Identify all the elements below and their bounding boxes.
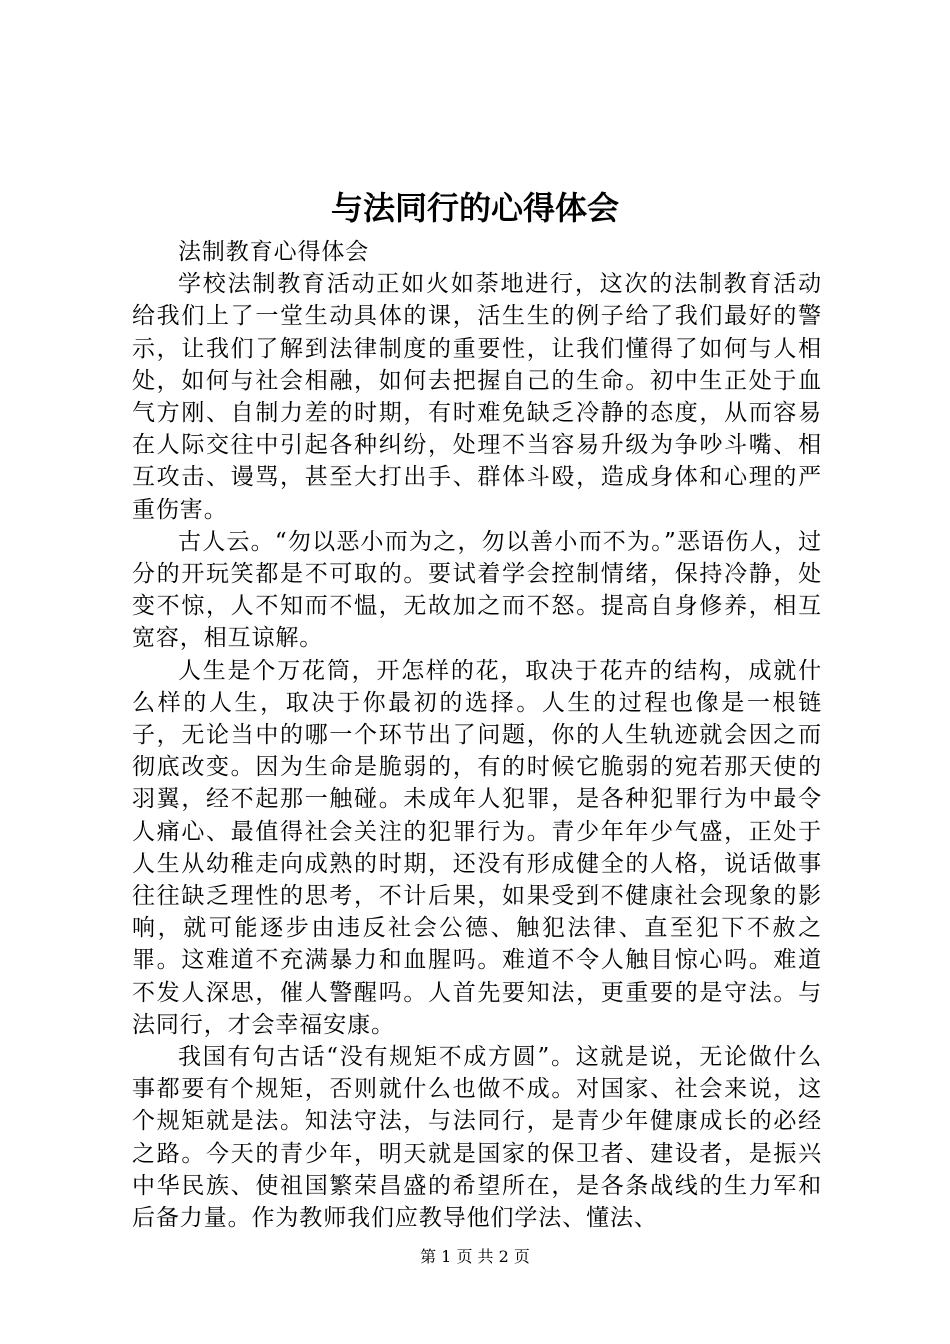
document-title: 与法同行的心得体会: [330, 189, 619, 227]
paragraph: 我国有句古话“没有规矩不成方圆”。这就是说，无论做什么事都要有个规矩，否则就什么也做不成。对国家、社会来说，这个规矩就是法。知法守法，与法同行，是青少年健康成长的必经之路。今天的青少年，明天就是国家的保卫者、建设者，是振兴中华民族、使祖国繁荣昌盛的希望所在，是各条战线的生力军和后备力量。作为教师我们应教导他们学法、懂法、: [132, 1044, 822, 1232]
paragraph: 学校法制教育活动正如火如荼地进行，这次的法制教育活动给我们上了一堂生动具体的课，活生生的例子给了我们最好的警示，让我们了解到法律制度的重要性，让我们懂得了如何与人相处，如何与社会相融，如何去把握自己的生命。初中生正处于血气方刚、自制力差的时期，有时难免缺乏冷静的态度，从而容易在人际交往中引起各种纠纷，处理不当容易升级为争吵斗嘴、相互攻击、谩骂，甚至大打出手、群体斗殴，造成身体和心理的严重伤害。: [132, 271, 822, 523]
document-body: [132, 236, 822, 1234]
paragraph: 古人云。“勿以恶小而为之，勿以善小而不为。”恶语伤人，过分的开玩笑都是不可取的。要试着学会控制情绪，保持冷静，处变不惊，人不知而不愠，无故加之而不怒。提高自身修养，相互宽容，相互谅解。: [132, 528, 822, 652]
paragraph: 人生是个万花筒，开怎样的花，取决于花卉的结构，成就什么样的人生，取决于你最初的选择。人生的过程也像是一根链子，无论当中的哪一个环节出了问题，你的人生轨迹就会因之而彻底改变。因为生命是脆弱的，有的时候它脆弱的宛若那天使的羽翼，经不起那一触碰。未成年人犯罪，是各种犯罪行为中最令人痛心、最值得社会关注的犯罪行为。青少年年少气盛，正处于人生从幼稚走向成熟的时期，还没有形成健全的人格，说话做事往往缺乏理性的思考，不计后果，如果受到不健康社会现象的影响，就可能逐步由违反社会公德、触犯法律、直至犯下不赦之罪。这难道不充满暴力和血腥吗。难道不令人触目惊心吗。难道不发人深思，催人警醒吗。人首先要知法，更重要的是守法。与法同行，才会幸福安康。: [132, 657, 822, 1038]
page-number-footer: 第 1 页 共 2 页: [420, 1247, 530, 1266]
paragraph-subtitle: 法制教育心得体会: [178, 239, 370, 265]
